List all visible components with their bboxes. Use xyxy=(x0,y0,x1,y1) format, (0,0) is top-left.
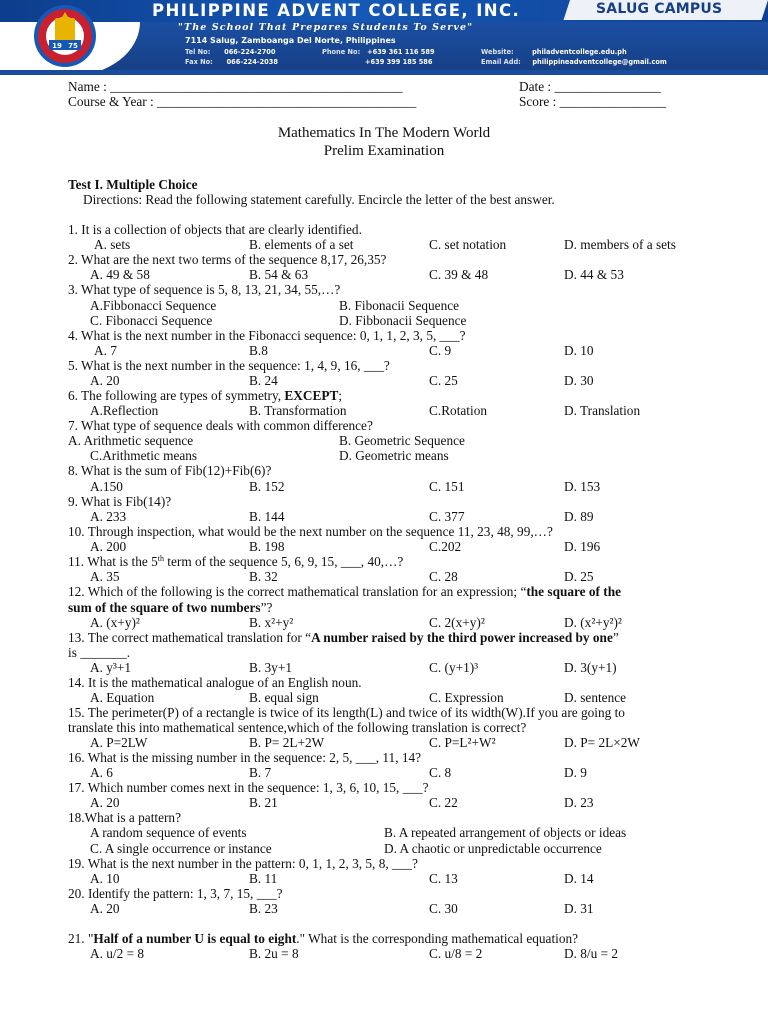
q10-choice-c[interactable]: C.202 xyxy=(429,539,462,554)
q4-choice-d[interactable]: D. 10 xyxy=(564,343,594,358)
q12-text: 12. Which of the following is the correct mathematical translation for an expression; “ xyxy=(68,584,527,599)
q13-emphasis: A number raised by the third power increased by one xyxy=(311,630,613,645)
q17-choice-a[interactable]: A. 20 xyxy=(90,795,120,810)
question-9: 9. What is Fib(14)? xyxy=(68,494,172,509)
phone-number-1: +639 361 116 589 xyxy=(367,48,435,56)
q21-text: 21. " xyxy=(68,931,94,946)
q6-end: ; xyxy=(338,388,343,403)
q14-choice-b[interactable]: B. equal sign xyxy=(249,690,319,705)
q2-choice-d[interactable]: D. 44 & 53 xyxy=(564,267,624,282)
q8-choice-b[interactable]: B. 152 xyxy=(249,479,285,494)
question-12-line-2 xyxy=(68,600,272,615)
question-19: 19. What is the next number in the pattern: 0, 1, 1, 2, 3, 5, 8, ___? xyxy=(68,856,418,871)
q12-choice-d[interactable]: D. (x²+y²)² xyxy=(564,615,622,630)
question-11 xyxy=(68,554,403,569)
q21-choice-d[interactable]: D. 8/u = 2 xyxy=(564,946,619,961)
q17-choice-d[interactable]: D. 23 xyxy=(564,795,594,810)
q9-choice-c[interactable]: C. 377 xyxy=(429,509,465,524)
q1-choice-c[interactable]: C. set notation xyxy=(429,237,507,252)
q19-choice-b[interactable]: B. 11 xyxy=(249,871,278,886)
q21-choice-a[interactable]: A. u/2 = 8 xyxy=(90,946,145,961)
q18-choice-b[interactable]: B. A repeated arrangement of objects or ideas xyxy=(384,825,627,840)
q10-choice-b[interactable]: B. 198 xyxy=(249,539,285,554)
q21-text-end: ." What is the corresponding mathematical equation? xyxy=(296,931,579,946)
q13-choice-a[interactable]: A. y³+1 xyxy=(90,660,132,675)
question-14: 14. It is the mathematical analogue of an English noun. xyxy=(68,675,362,690)
q7-choice-c[interactable]: C.Arithmetic means xyxy=(90,448,198,463)
q20-choice-b[interactable]: B. 23 xyxy=(249,901,278,916)
q21-choice-c[interactable]: C. u/8 = 2 xyxy=(429,946,483,961)
fax-number: 066-224-2038 xyxy=(226,58,278,66)
q20-choice-a[interactable]: A. 20 xyxy=(90,901,120,916)
exam-title: Mathematics In The Modern World xyxy=(277,125,491,141)
question-3: 3. What type of sequence is 5, 8, 13, 21, 34, 55,…? xyxy=(68,282,341,297)
q15-choice-a[interactable]: A. P=2LW xyxy=(90,735,148,750)
q11-choice-d[interactable]: D. 25 xyxy=(564,569,594,584)
exam-subtitle: Prelim Examination xyxy=(323,143,445,159)
question-13 xyxy=(68,630,619,645)
q9-choice-b[interactable]: B. 144 xyxy=(249,509,285,524)
q6-emphasis: EXCEPT xyxy=(284,388,339,403)
logo-year-left: 19 xyxy=(52,42,62,50)
q19-choice-c[interactable]: C. 13 xyxy=(429,871,458,886)
q16-choice-b[interactable]: B. 7 xyxy=(249,765,272,780)
q6-choice-d[interactable]: D. Translation xyxy=(564,403,641,418)
college-address: 7114 Salug, Zamboanga Del Norte, Philippines xyxy=(185,36,396,45)
q18-choice-a[interactable]: A random sequence of events xyxy=(90,825,247,840)
q20-choice-c[interactable]: C. 30 xyxy=(429,901,458,916)
q17-choice-c[interactable]: C. 22 xyxy=(429,795,458,810)
q15-choice-c[interactable]: C. P=L²+W² xyxy=(429,735,496,750)
q15-choice-d[interactable]: D. P= 2L×2W xyxy=(564,735,640,750)
q21-emphasis: Half of a number U is equal to eight xyxy=(93,931,297,946)
tel-label: Tel No: xyxy=(185,48,211,56)
phone-line xyxy=(322,48,435,56)
q12-emphasis-1: the square of the xyxy=(526,584,622,599)
email-link[interactable]: philippineadventcollege@gmail.com xyxy=(532,58,667,66)
logo-year-right: 75 xyxy=(68,42,78,50)
q16-choice-a[interactable]: A. 6 xyxy=(90,765,113,780)
q13-choice-b[interactable]: B. 3y+1 xyxy=(249,660,292,675)
q3-choice-c[interactable]: C. Fibonacci Sequence xyxy=(90,313,213,328)
q12-choice-a[interactable]: A. (x+y)² xyxy=(90,615,140,630)
q1-choice-b[interactable]: B. elements of a set xyxy=(249,237,354,252)
q12-text-end: ”? xyxy=(260,600,273,615)
section-heading: Test I. Multiple Choice xyxy=(68,177,198,192)
q5-choice-a[interactable]: A. 20 xyxy=(90,373,120,388)
directions: Directions: Read the following statement carefully. Encircle the letter of the best answer. xyxy=(83,192,555,207)
q12-emphasis-2: sum of the square of two numbers xyxy=(68,600,261,615)
q9-choice-d[interactable]: D. 89 xyxy=(564,509,594,524)
q17-choice-b[interactable]: B. 21 xyxy=(249,795,278,810)
q8-choice-a[interactable]: A.150 xyxy=(90,479,123,494)
q9-choice-a[interactable]: A. 233 xyxy=(90,509,127,524)
website-line[interactable] xyxy=(481,48,627,56)
q4-choice-c[interactable]: C. 9 xyxy=(429,343,452,358)
q13-choice-d[interactable]: D. 3(y+1) xyxy=(564,660,617,675)
question-10: 10. Through inspection, what would be the next number on the sequence 11, 23, 48, 99,…? xyxy=(68,524,553,539)
college-name: PHILIPPINE ADVENT COLLEGE, INC. xyxy=(152,1,521,20)
question-7: 7. What type of sequence deals with common difference? xyxy=(68,418,373,433)
email-label: Email Add: xyxy=(481,58,521,66)
question-17: 17. Which number comes next in the sequence: 1, 3, 6, 10, 15, ___? xyxy=(68,780,429,795)
q14-choice-a[interactable]: A. Equation xyxy=(90,690,155,705)
q7-choice-d[interactable]: D. Geometric means xyxy=(339,448,449,463)
question-18: 18.What is a pattern? xyxy=(68,810,181,825)
q16-choice-d[interactable]: D. 9 xyxy=(564,765,587,780)
q21-choice-b[interactable]: B. 2u = 8 xyxy=(249,946,299,961)
q11-choice-b[interactable]: B. 32 xyxy=(249,569,278,584)
q18-choice-d[interactable]: D. A chaotic or unpredictable occurrence xyxy=(384,841,602,856)
question-12 xyxy=(68,584,621,599)
question-4: 4. What is the next number in the Fibonacci sequence: 0, 1, 1, 2, 3, 5, ___? xyxy=(68,328,466,343)
q6-choice-a[interactable]: A.Reflection xyxy=(90,403,159,418)
q1-choice-a[interactable]: A. sets xyxy=(94,237,131,252)
q3-choice-b[interactable]: B. Fibonacii Sequence xyxy=(339,298,460,313)
q6-choice-b[interactable]: B. Transformation xyxy=(249,403,347,418)
q16-choice-c[interactable]: C. 8 xyxy=(429,765,452,780)
q5-choice-d[interactable]: D. 30 xyxy=(564,373,594,388)
q11-superscript: th xyxy=(157,554,164,563)
q10-choice-a[interactable]: A. 200 xyxy=(90,539,127,554)
q1-choice-d[interactable]: D. members of a sets xyxy=(564,237,676,252)
course-year-field[interactable]: Course & Year : _______________________________________ xyxy=(68,94,417,109)
q2-choice-b[interactable]: B. 54 & 63 xyxy=(249,267,309,282)
question-2: 2. What are the next two terms of the sequence 8,17, 26,35? xyxy=(68,252,387,267)
question-8: 8. What is the sum of Fib(12)+Fib(6)? xyxy=(68,463,272,478)
q5-choice-c[interactable]: C. 25 xyxy=(429,373,458,388)
q11-text: 11. What is the 5 xyxy=(68,554,158,569)
q2-choice-a[interactable]: A. 49 & 58 xyxy=(90,267,150,282)
q20-choice-d[interactable]: D. 31 xyxy=(564,901,594,916)
q4-choice-b[interactable]: B.8 xyxy=(249,343,268,358)
question-21 xyxy=(68,931,578,946)
q2-choice-c[interactable]: C. 39 & 48 xyxy=(429,267,489,282)
name-field[interactable]: Name : ____________________________________________ xyxy=(68,79,403,94)
question-15: 15. The perimeter(P) of a rectangle is twice of its length(L) and twice of its width(W).If you are going to xyxy=(68,705,625,720)
letterhead xyxy=(0,0,768,76)
question-5: 5. What is the next number in the sequence: 1, 4, 9, 16, ___? xyxy=(68,358,390,373)
q6-text: 6. The following are types of symmetry, xyxy=(68,388,285,403)
q11-text-end: term of the sequence 5, 6, 9, 15, ___, 40,…? xyxy=(163,554,404,569)
q14-choice-c[interactable]: C. Expression xyxy=(429,690,504,705)
phone-label: Phone No: xyxy=(322,48,361,56)
q4-choice-a[interactable]: A. 7 xyxy=(94,343,117,358)
question-15-line-2: translate this into mathematical sentence,which of the following translation is correct? xyxy=(68,720,527,735)
score-field[interactable]: Score : ________________ xyxy=(519,94,666,109)
fax-line xyxy=(185,58,278,66)
date-field[interactable]: Date : ________________ xyxy=(519,79,661,94)
header-stripe xyxy=(0,70,768,75)
q15-choice-b[interactable]: B. P= 2L+2W xyxy=(249,735,325,750)
website-link[interactable]: philadventcollege.edu.ph xyxy=(532,48,627,56)
q6-choice-c[interactable]: C.Rotation xyxy=(429,403,487,418)
phone-number-2: +639 399 185 586 xyxy=(365,58,433,66)
question-16: 16. What is the missing number in the sequence: 2, 5, ___, 11, 14? xyxy=(68,750,422,765)
q3-choice-d[interactable]: D. Fibbonacii Sequence xyxy=(339,313,467,328)
q13-text: 13. The correct mathematical translation for “ xyxy=(68,630,312,645)
campus-name: SALUG CAMPUS xyxy=(596,1,723,17)
college-seal-logo xyxy=(33,4,97,68)
question-20: 20. Identify the pattern: 1, 3, 7, 15, ___? xyxy=(68,886,283,901)
q8-choice-c[interactable]: C. 151 xyxy=(429,479,465,494)
q11-choice-a[interactable]: A. 35 xyxy=(90,569,120,584)
website-label: Website: xyxy=(481,48,514,56)
q19-choice-d[interactable]: D. 14 xyxy=(564,871,594,886)
q8-choice-d[interactable]: D. 153 xyxy=(564,479,601,494)
q12-choice-b[interactable]: B. x²+y² xyxy=(249,615,294,630)
college-motto: "The School That Prepares Students To Serve" xyxy=(178,22,474,33)
tel-line xyxy=(185,48,275,56)
q13-choice-c[interactable]: C. (y+1)³ xyxy=(429,660,479,675)
q7-choice-a[interactable]: A. Arithmetic sequence xyxy=(68,433,194,448)
q3-choice-a[interactable]: A.Fibbonacci Sequence xyxy=(90,298,217,313)
question-13-line-2: is _______. xyxy=(68,645,131,660)
question-6 xyxy=(68,388,342,403)
q18-choice-c[interactable]: C. A single occurrence or instance xyxy=(90,841,272,856)
q13-text-end: ” xyxy=(612,630,619,645)
question-1: 1. It is a collection of objects that are clearly identified. xyxy=(68,222,362,237)
q7-choice-b[interactable]: B. Geometric Sequence xyxy=(339,433,465,448)
q10-choice-d[interactable]: D. 196 xyxy=(564,539,601,554)
tel-number: 066-224-2700 xyxy=(224,48,276,56)
email-line[interactable] xyxy=(481,58,667,66)
q14-choice-d[interactable]: D. sentence xyxy=(564,690,627,705)
fax-label: Fax No: xyxy=(185,58,213,66)
q5-choice-b[interactable]: B. 24 xyxy=(249,373,278,388)
q19-choice-a[interactable]: A. 10 xyxy=(90,871,120,886)
q12-choice-c[interactable]: C. 2(x+y)² xyxy=(429,615,485,630)
q11-choice-c[interactable]: C. 28 xyxy=(429,569,458,584)
